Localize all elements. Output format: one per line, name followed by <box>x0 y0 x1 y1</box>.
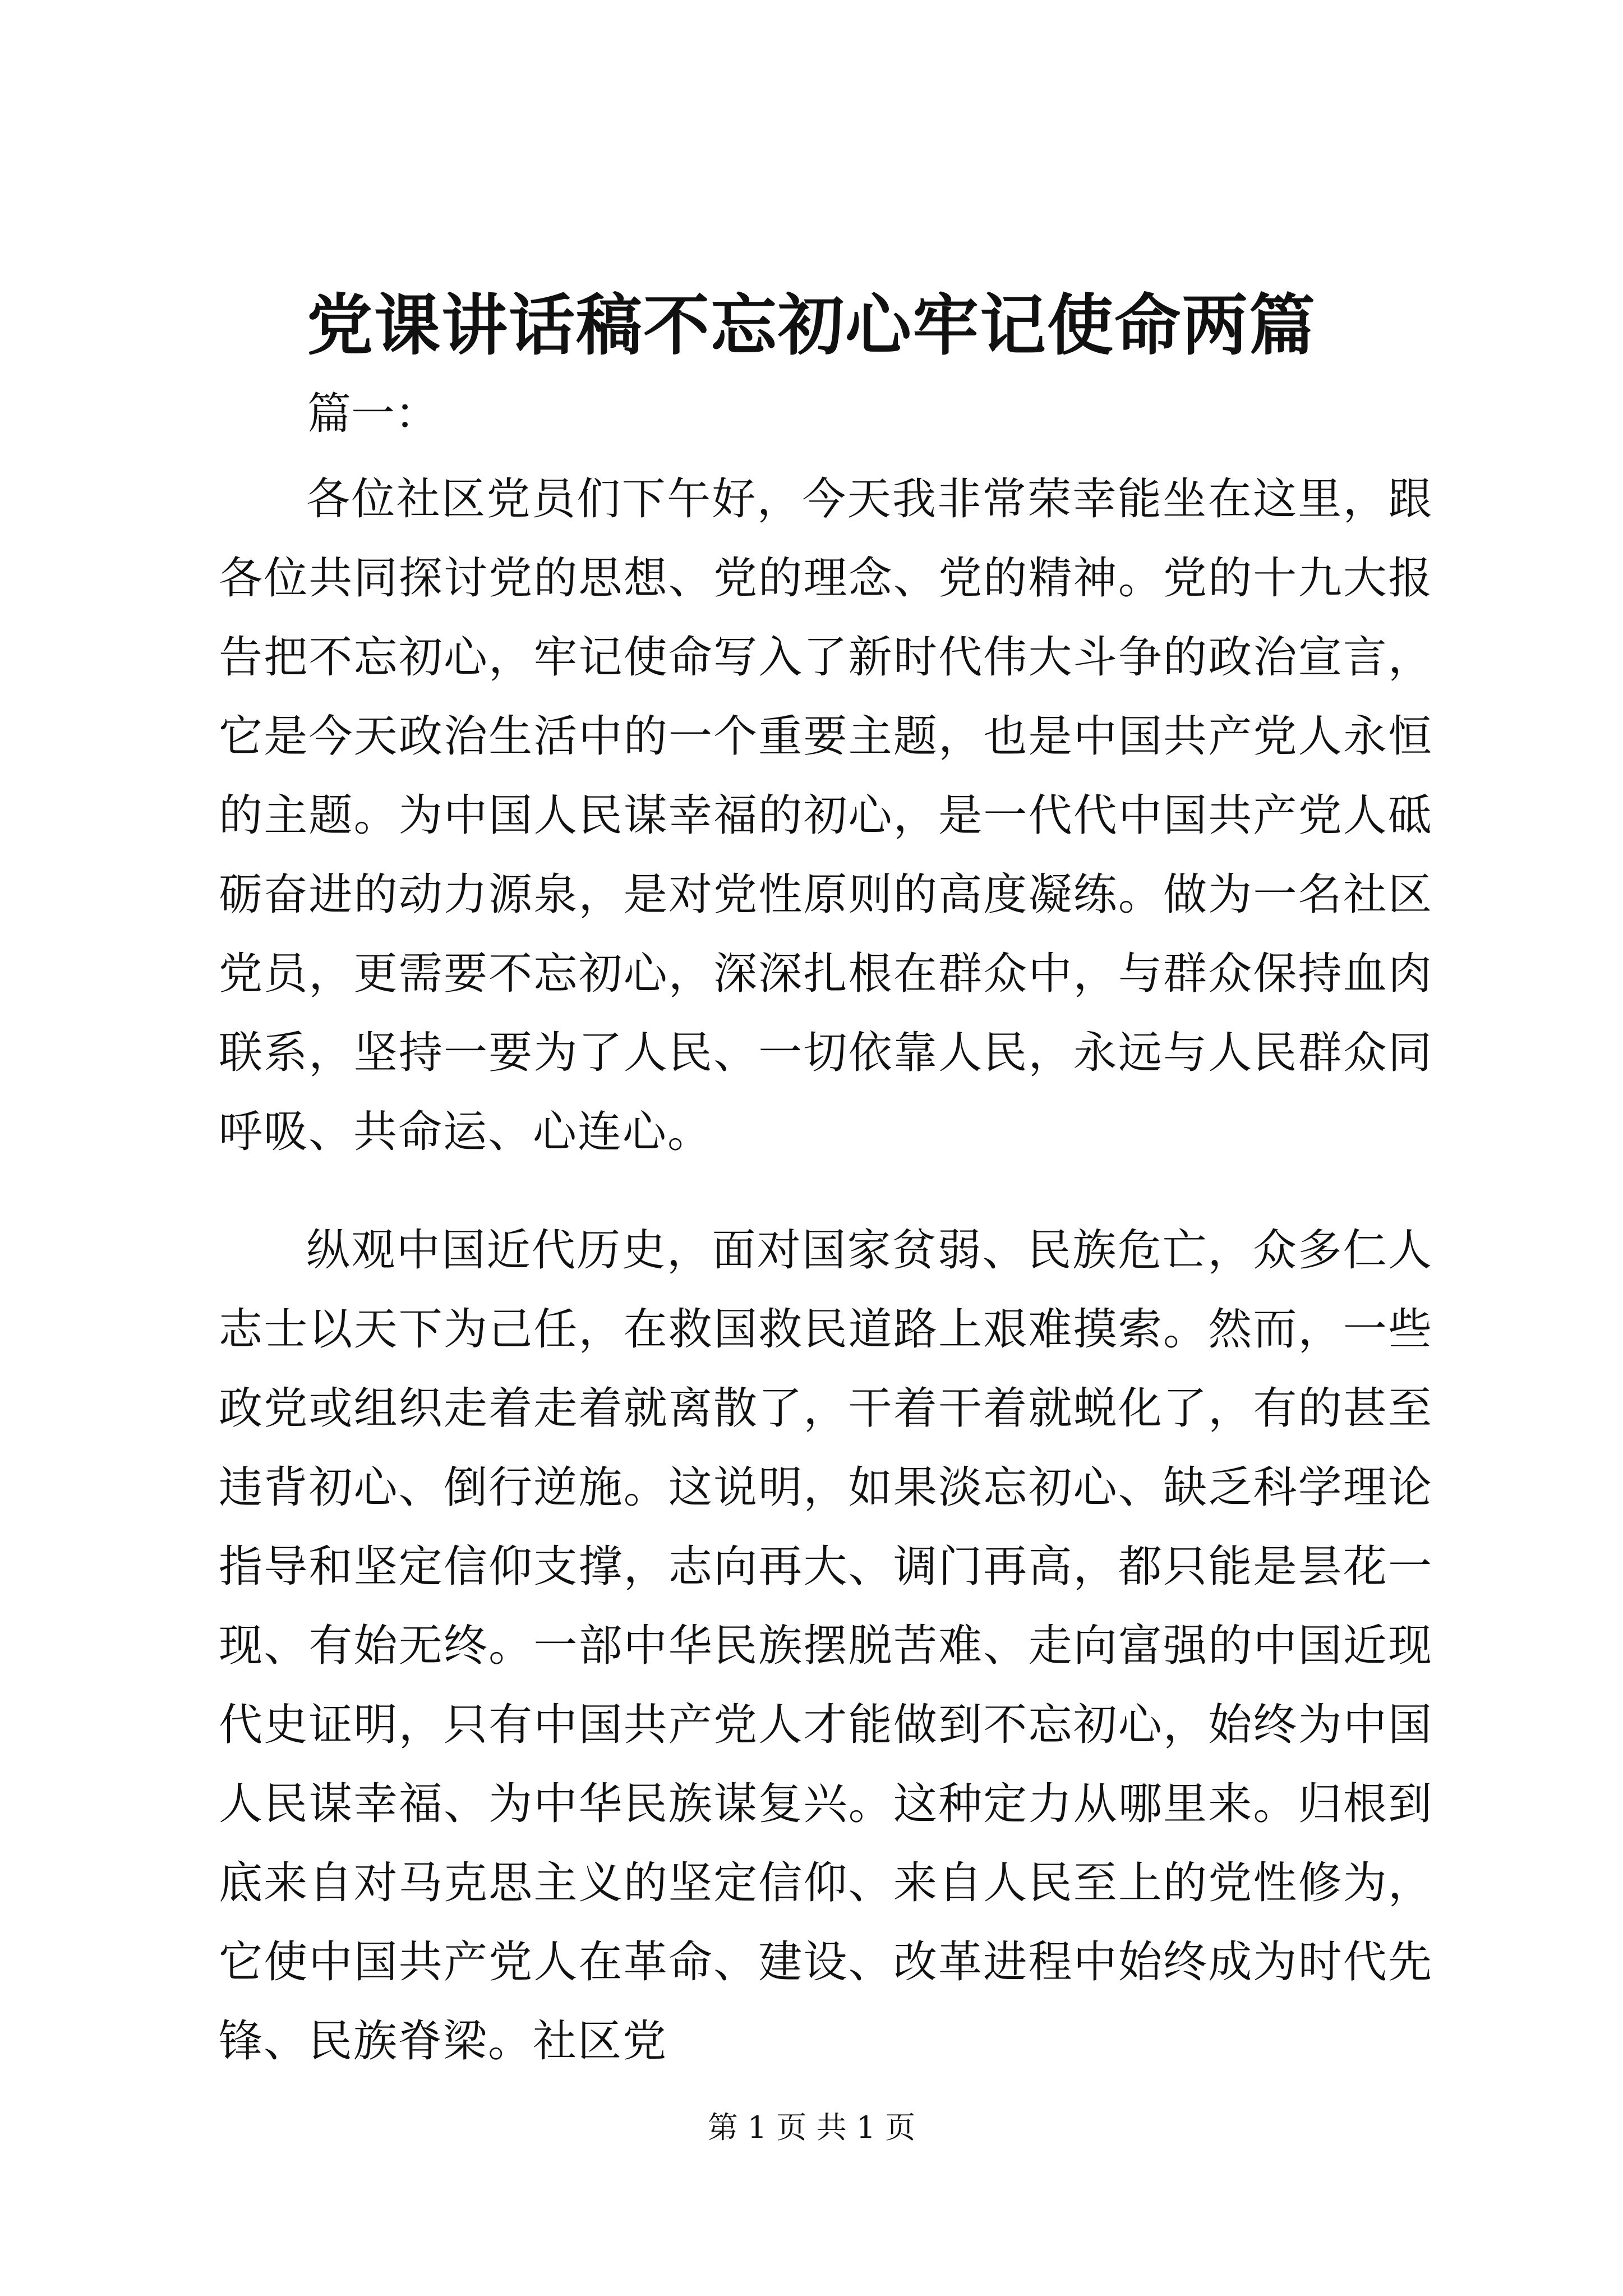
body-paragraph-2: 纵观中国近代历史，面对国家贫弱、民族危亡，众多仁人志士以天下为己任，在救国救民道路上艰难摸索。然而，一些政党或组织走着走着就离散了，干着干着就蜕化了，有的甚至违背初心、倒行逆施。这说明，如果淡忘初心、缺乏科学理论指导和坚定信仰支撑，志向再大、调门再高，都只能是昙花一现、有始无终。一部中华民族摆脱苦难、走向富强的中国近现代史证明，只有中国共产党人才能做到不忘初心，始终为中国人民谋幸福、为中华民族谋复兴。这种定力从哪里来。归根到底来自对马克思主义的坚定信仰、来自人民至上的党性修为，它使中国共产党人在革命、建设、改革进程中始终成为时代先锋、民族脊梁。社区党 <box>219 1225 1433 2067</box>
section-label: 篇一： <box>307 389 439 439</box>
body-paragraph-1: 各位社区党员们下午好，今天我非常荣幸能坐在这里，跟各位共同探讨党的思想、党的理念、党的精神。党的十九大报告把不忘初心，牢记使命写入了新时代伟大斗争的政治宣言，它是今天政治生活中的一个重要主题，也是中国共产党人永恒的主题。为中国人民谋幸福的初心，是一代代中国共产党人砥砺奋进的动力源泉，是对党性原则的高度凝练。做为一名社区党员，更需要不忘初心，深深扎根在群众中，与群众保持血肉联系，坚持一要为了人民、一切依靠人民，永远与人民群众同呼吸、共命运、心连心。 <box>219 474 1433 1157</box>
document-title: 党课讲话稿不忘初心牢记使命两篇 <box>306 286 1316 364</box>
document-body <box>219 460 1433 2081</box>
page-indicator: 第 1 页 共 1 页 <box>707 2110 916 2145</box>
